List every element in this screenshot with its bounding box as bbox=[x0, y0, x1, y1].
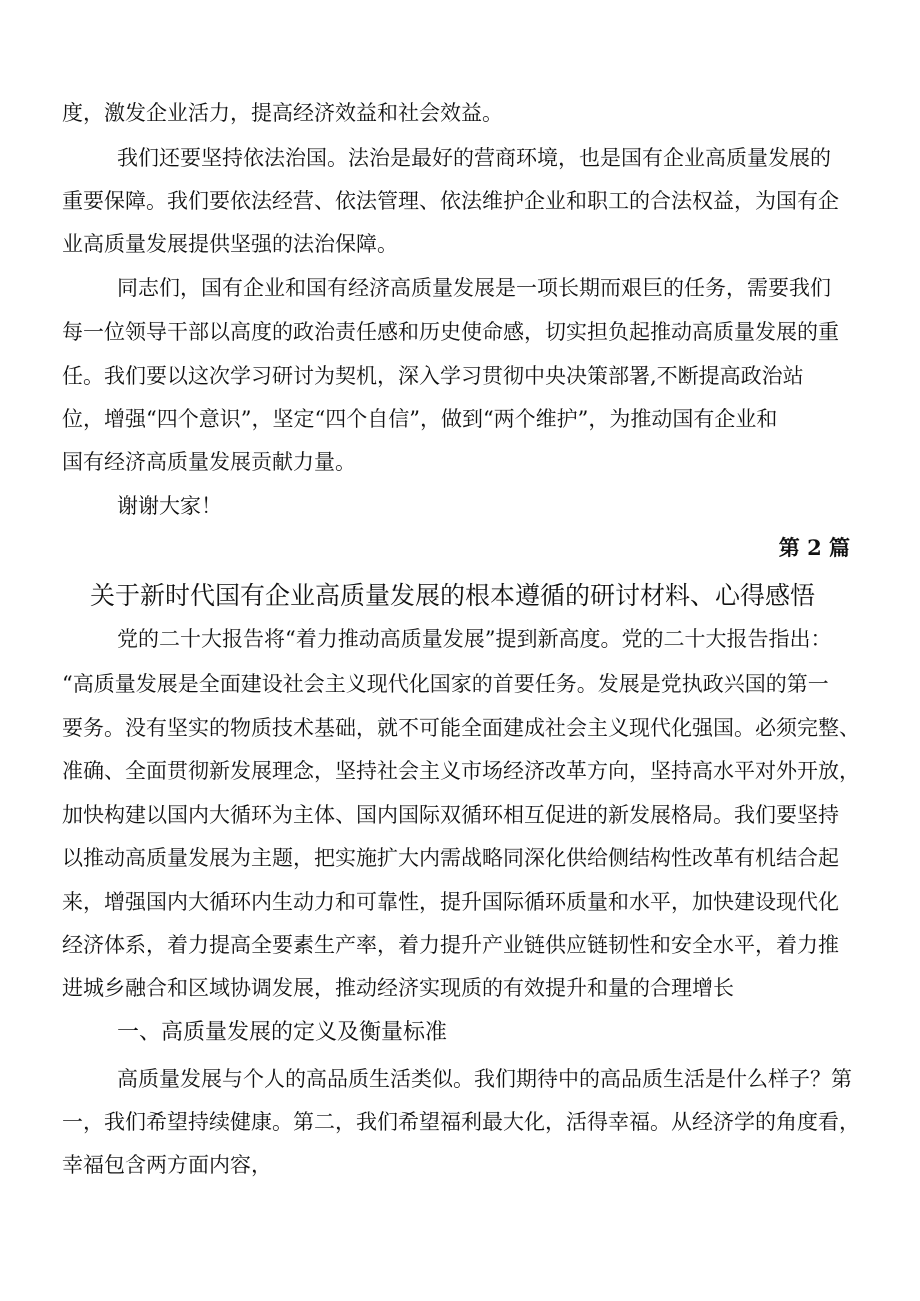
text-line: 重要保障。我们要依法经营、依法管理、依法维护企业和职工的合法权益，为国有企 bbox=[62, 189, 839, 213]
text-line: 一，我们希望持续健康。第二，我们希望福利最大化，活得幸福。从经济学的角度看， bbox=[62, 1110, 860, 1134]
text-line: 高质量发展与个人的高品质生活类似。我们期待中的高品质生活是什么样子？第 bbox=[117, 1067, 852, 1091]
text-line: 以推动高质量发展为主题，把实施扩大内需战略同深化供给侧结构性改革有机结合起 bbox=[62, 846, 839, 870]
text-line: 同志们，国有企业和国有经济高质量发展是一项长期而艰巨的任务，需要我们 bbox=[117, 276, 831, 300]
text-line: 准确、全面贯彻新发展理念，坚持社会主义市场经济改革方向，坚持高水平对外开放， bbox=[62, 759, 860, 783]
text-line: 我们还要坚持依法治国。法治是最好的营商环境，也是国有企业高质量发展的 bbox=[117, 146, 831, 170]
text-line: 位，增强“四个意识”，坚定“四个自信”，做到“两个维护”，为推动国有企业和 bbox=[62, 407, 778, 431]
article-number: 第 2 篇 bbox=[778, 535, 850, 560]
text-line: 党的二十大报告将“着力推动高质量发展”提到新高度。党的二十大报告指出： bbox=[117, 627, 832, 651]
text-line: 度，激发企业活力，提高经济效益和社会效益。 bbox=[62, 101, 503, 125]
text-line: 要务。没有坚实的物质技术基础，就不可能全面建成社会主义现代化强国。必须完整、 bbox=[62, 716, 860, 740]
text-line: 幸福包含两方面内容， bbox=[62, 1153, 272, 1177]
text-line: 国有经济高质量发展贡献力量。 bbox=[62, 450, 356, 474]
text-line: “高质量发展是全面建设社会主义现代化国家的首要任务。发展是党执政兴国的第一 bbox=[62, 672, 829, 696]
text-line: 经济体系，着力提高全要素生产率，着力提升产业链供应链韧性和安全水平，着力推 bbox=[62, 933, 839, 957]
article-title: 关于新时代国有企业高质量发展的根本遵循的研讨材料、心得感悟 bbox=[90, 581, 816, 610]
section-title: 一、高质量发展的定义及衡量标准 bbox=[117, 1020, 448, 1045]
text-line: 进城乡融合和区域协调发展，推动经济实现质的有效提升和量的合理增长 bbox=[62, 976, 734, 1000]
text-line: 每一位领导干部以高度的政治责任感和历史使命感，切实担负起推动高质量发展的重 bbox=[62, 320, 839, 344]
text-line: 谢谢大家！ bbox=[117, 494, 222, 518]
text-line: 业高质量发展提供坚强的法治保障。 bbox=[62, 232, 398, 256]
text-line: 任。我们要以这次学习研讨为契机，深入学习贯彻中央决策部署,不断提高政治站 bbox=[62, 364, 804, 388]
text-line: 加快构建以国内大循环为主体、国内国际双循环相互促进的新发展格局。我们要坚持 bbox=[62, 803, 839, 827]
text-line: 来，增强国内大循环内生动力和可靠性，提升国际循环质量和水平，加快建设现代化 bbox=[62, 890, 839, 914]
